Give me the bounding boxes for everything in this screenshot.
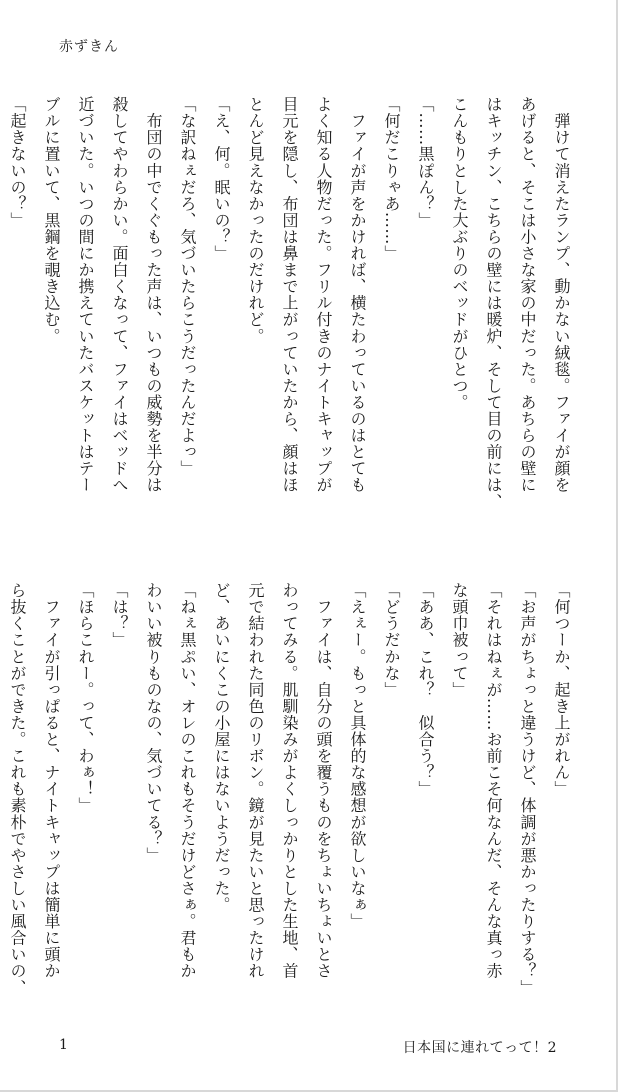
text-line: な頭巾被って」 [450, 582, 469, 698]
text-line: 「どうだかな」 [382, 582, 401, 698]
text-line: わってみる。肌馴染みがよくしっかりとした生地、首 [280, 582, 299, 980]
text-line: 「何つーか、起き上がれん」 [552, 582, 571, 798]
text-line: 布団の中でくぐもった声は、いつもの威勢を半分は [144, 96, 163, 494]
text-line: 「ねぇ黒ぷい、オレのこれもそうだけどさぁ。君もか [178, 582, 197, 980]
text-line: 「は？」 [110, 582, 129, 649]
text-line: 「何だこりゃあ……」 [382, 96, 401, 262]
text-line: 「ほらこれー。って、わぁ！」 [76, 582, 95, 814]
text-line: ファイが声をかければ、横たわっているのはとても [348, 96, 367, 494]
text-line: 目元を隠し、布団は鼻まで上がっていたから、顔はほ [280, 96, 299, 494]
book-title: 日本国に連れてって！2 [402, 1040, 557, 1056]
text-line: 「起きないの？」 [8, 96, 27, 229]
text-line: ファイが引っぱると、ナイトキャップは簡単に頭か [42, 582, 61, 980]
text-line: 「ああ、これ？ 似合う？」 [416, 582, 435, 798]
chapter-title: 赤ずきん [59, 39, 119, 55]
text-line: 弾けて消えたランプ、動かない絨毯。ファイが顔を [552, 96, 571, 494]
text-line: ど、あいにくこの小屋にはないようだった。 [212, 582, 231, 913]
text-line: よく知る人物だった。フリル付きのナイトキャップが [314, 96, 333, 494]
text-line: 「えぇー。もっと具体的な感想が欲しいなぁ」 [348, 582, 367, 930]
text-line: 殺してやわらかい。面白くなって、ファイはベッドへ [110, 96, 129, 494]
text-line: 元で結われた同色のリボン。鏡が見たいと思ったけれ [246, 582, 265, 980]
text-block-top [8, 96, 578, 532]
text-line: 近づいた。いつの間にか携えていたバスケットはテー [76, 96, 95, 494]
text-line: 「え、何。眠いの？」 [212, 96, 231, 262]
text-line: ファイは、自分の頭を覆うものをちょいちょいとさ [314, 582, 333, 980]
page-number: 1 [59, 1037, 68, 1053]
text-line: こんもりとした大ぶりのベッドがひとつ。 [450, 96, 469, 411]
text-line: はキッチン、こちらの壁には暖炉、そして目の前には、 [484, 96, 503, 510]
text-line: とんど見えなかったのだけれど。 [246, 96, 265, 345]
text-line: 「……黒ぽん？」 [416, 96, 435, 229]
text-line: 「お声がちょっと違うけど、体調が悪かったりする？」 [518, 582, 537, 996]
text-line: 「な訳ねぇだろ、気づいたらこうだったんだよっ」 [178, 96, 197, 477]
text-line: あげると、そこは小さな家の中だった。あちらの壁に [518, 96, 537, 494]
text-line: ら抜くことができた。これも素朴でやさしい風合いの、 [8, 582, 27, 996]
text-line: ブルに置いて、黒鋼を覗き込む。 [42, 96, 61, 345]
text-block-bottom [8, 582, 578, 1018]
text-line: 「それはねぇが……お前こそ何なんだ、そんな真っ赤 [484, 582, 503, 980]
text-line: わいい被りものなの、気づいてる？」 [144, 582, 163, 864]
